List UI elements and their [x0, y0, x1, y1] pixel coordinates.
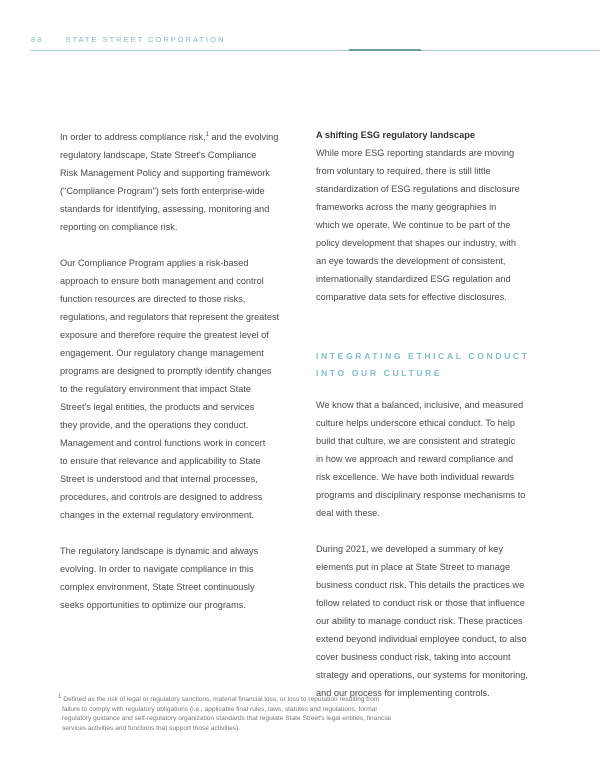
text-line: Street's legal entities, the products and services [60, 402, 255, 413]
text-line: While more ESG reporting standards are moving [316, 148, 515, 158]
text-line: standards for identifying, assessing, monitoring and [60, 204, 270, 215]
text-line: programs and disciplinary response mechanisms to [316, 490, 526, 500]
footnote-ref: 1 [205, 132, 209, 138]
section-heading-line: INTEGRATING ETHICAL CONDUCT [316, 351, 530, 361]
text-line: complex environment, State Street continuously [60, 582, 255, 593]
text-line: culture helps underscore ethical conduct. To help [316, 418, 516, 428]
text-line: cover business conduct risk, taking into account [316, 652, 511, 662]
text-line: business conduct risk. This details the practices we [316, 580, 525, 590]
text-line: and our process for implementing controls. [316, 688, 490, 698]
text-line: function resources are directed to those risks, [60, 294, 246, 305]
text-line: changes in the external regulatory environment. [60, 510, 255, 521]
text-line: approach to ensure both management and control [60, 276, 264, 287]
text-line: to ensure that relevance and applicability to State [60, 456, 261, 467]
text-line: strategy and operations, our systems for monitoring, [316, 670, 528, 680]
text-line: procedures, and controls are designed to address [60, 492, 263, 503]
header-divider [30, 50, 600, 51]
page-header [31, 35, 225, 44]
text-line: exposure and therefore require the greatest level of [60, 330, 269, 341]
text-line: our ability to manage conduct risk. These practices [316, 616, 523, 626]
text-line: which we operate. We continue to be part of the [316, 220, 511, 230]
text-line: from voluntary to required, there is still little [316, 166, 491, 176]
text-line: Street is understood and that internal processes, [60, 474, 258, 485]
right-column [316, 126, 530, 702]
text-line: standardization of ESG regulations and disclosure [316, 184, 520, 194]
text-line: build that culture, we are consistent and strategic [316, 436, 516, 446]
text-line: internationally standardized ESG regulation and [316, 274, 511, 284]
text-line: extend beyond individual employee conduct, to also [316, 634, 527, 644]
text-line: follow related to conduct risk or those that influence [316, 598, 525, 608]
text-line: deal with these. [316, 508, 380, 518]
text-line: comparative data sets for effective disclosures. [316, 292, 507, 302]
text-line: Our Compliance Program applies a risk-based [60, 258, 249, 269]
text-line: seeks opportunities to optimize our programs. [60, 600, 246, 611]
text-line: an eye towards the development of consistent, [316, 256, 506, 266]
text-line: frameworks across the many geographies in [316, 202, 497, 212]
header-title: STATE STREET CORPORATION [65, 35, 226, 44]
section-heading-line: INTO OUR CULTURE [316, 368, 443, 378]
text-line: We know that a balanced, inclusive, and measured [316, 400, 524, 410]
text-line: During 2021, we developed a summary of key [316, 544, 503, 554]
page-number: 88 [31, 35, 44, 44]
subheading: A shifting ESG regulatory landscape [316, 130, 475, 140]
text-line: in how we approach and reward compliance and [316, 454, 514, 464]
text-line: engagement. Our regulatory change management [60, 348, 264, 359]
text-line: Risk Management Policy and supporting framework [60, 168, 270, 179]
text-line: regulations, and regulators that represent the greatest [60, 312, 280, 323]
text-line: they provide, and the operations they conduct. [60, 420, 249, 431]
text-line: evolving. In order to navigate compliance in this [60, 564, 254, 575]
text-line: reporting on compliance risk. [60, 222, 178, 233]
text-line: elements put in place at State Street to manage [316, 562, 511, 572]
text-line: regulatory landscape, State Street's Compliance [60, 150, 257, 161]
text-line: ("Compliance Program") sets forth enterprise-wide [60, 186, 265, 197]
header-divider-accent [349, 49, 421, 51]
text-line: The regulatory landscape is dynamic and always [60, 546, 259, 557]
left-column [60, 126, 279, 614]
text-line: programs are designed to promptly identify changes [60, 366, 272, 377]
text-line: risk excellence. We have both individual rewards [316, 472, 514, 482]
text-line: In order to address compliance risk,$^1$ and the evolving [60, 132, 279, 143]
text-line: to the regulatory environment that impact State [60, 384, 251, 395]
text-line: policy development that shapes our industry, with [316, 238, 517, 248]
footnote: $^1$ Defined as the risk of legal or regulatory sanctions, material financial loss, or loss to reputation resulting from failure to comply with regulatory obligations (i.e., applicable final rules, laws, statutes and regulations, formal regulatory guidance and self-regulatory organization standards that regulate State Street's legal entities, financial services activities and functions that support those activities). [58, 694, 391, 732]
text-line: Management and control functions work in concert [60, 438, 266, 449]
